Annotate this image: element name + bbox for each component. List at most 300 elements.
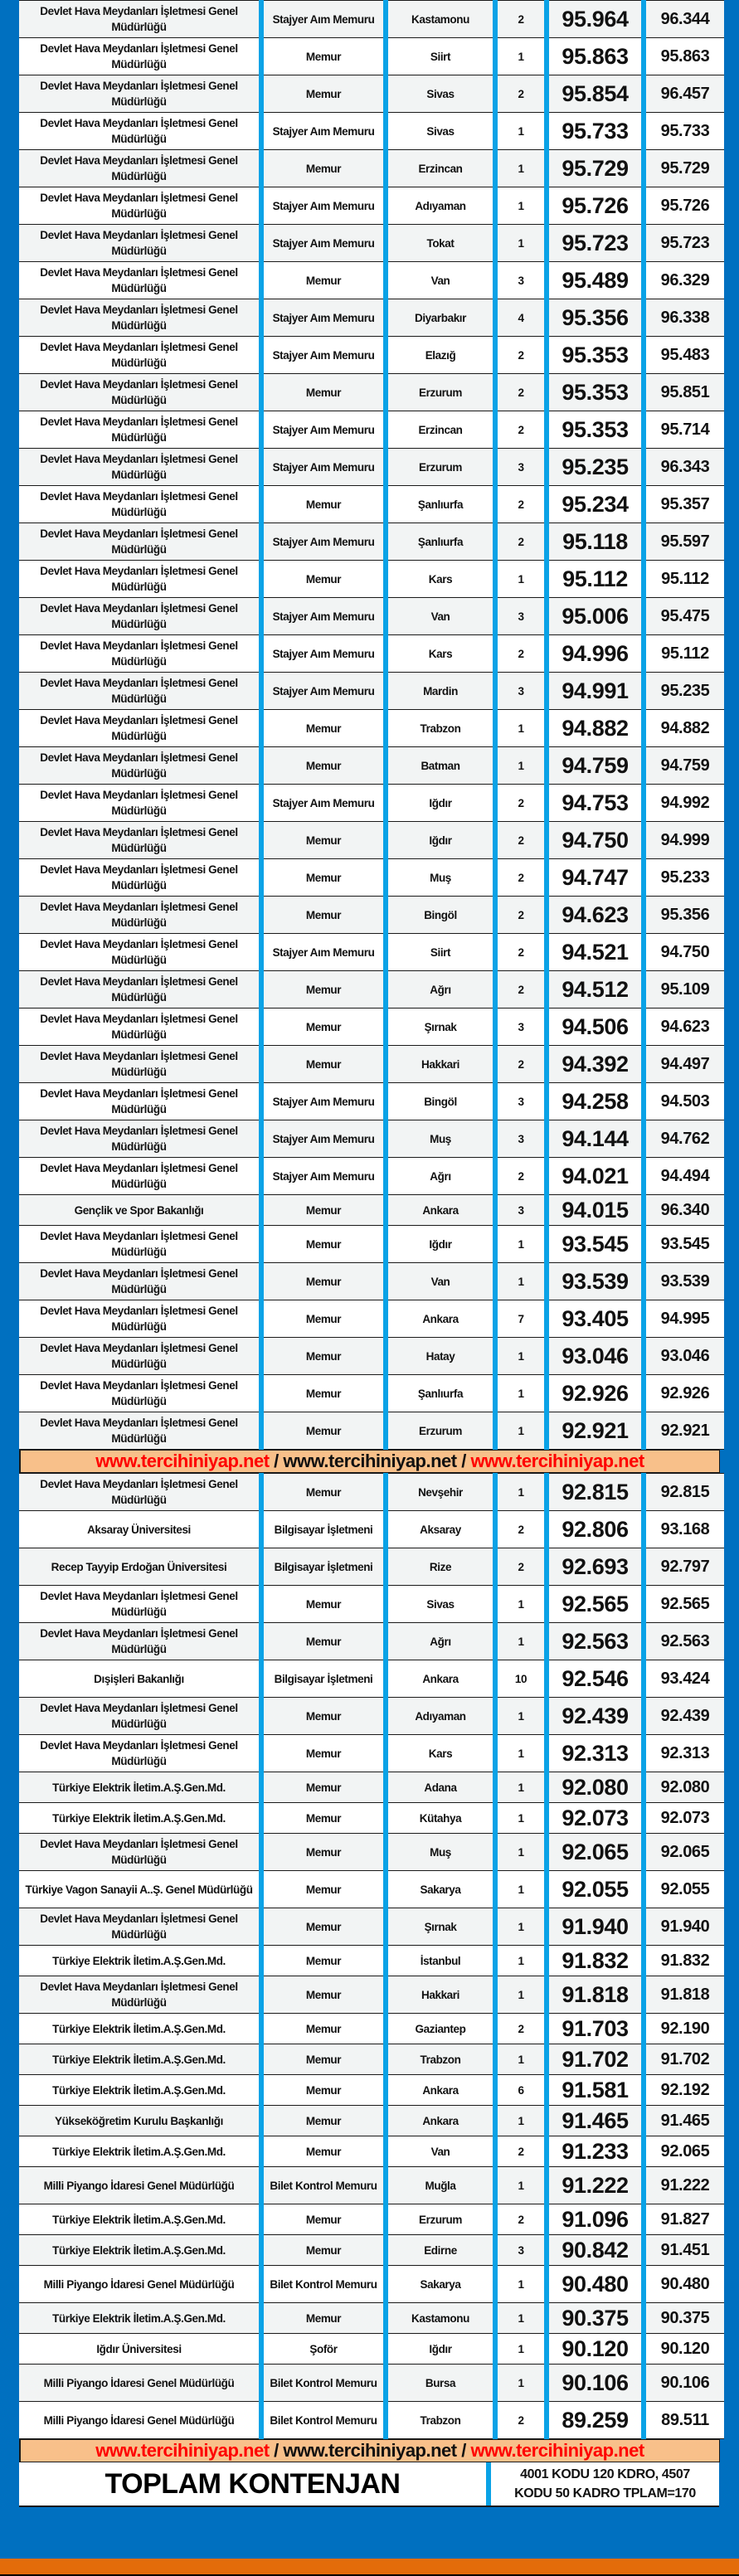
- max-score-cell: 90.480: [644, 2266, 724, 2303]
- min-score-cell: 93.545: [547, 1226, 644, 1263]
- table-row: [19, 1474, 724, 1511]
- quota-cell: 2: [495, 75, 547, 113]
- table-row: [19, 785, 724, 822]
- min-score-cell: 95.118: [547, 523, 644, 561]
- min-score-cell: 92.065: [547, 1834, 644, 1871]
- city-cell: Trabzon: [386, 2402, 495, 2439]
- city-cell: Şırnak: [386, 1009, 495, 1046]
- table-row: [19, 2204, 724, 2235]
- quota-cell: 2: [495, 337, 547, 374]
- min-score-cell: 90.842: [547, 2235, 644, 2266]
- institution-cell: Türkiye Elektrik İletim.A.Ş.Gen.Md.: [19, 1946, 261, 1976]
- min-score-cell: 95.854: [547, 75, 644, 113]
- city-cell: Şanlıurfa: [386, 1375, 495, 1412]
- table-row: [19, 1009, 724, 1046]
- city-cell: Van: [386, 2136, 495, 2167]
- max-score-cell: 95.235: [644, 673, 724, 710]
- quota-cell: 1: [495, 1412, 547, 1450]
- position-title-cell: Memur: [261, 1976, 386, 2014]
- institution-cell: Devlet Hava Meydanları İşletmesi Genel Müdürlüğü: [19, 1908, 261, 1946]
- institution-cell: Devlet Hava Meydanları İşletmesi Genel Müdürlüğü: [19, 187, 261, 225]
- table-row: [19, 1120, 724, 1158]
- position-title-cell: Memur: [261, 1263, 386, 1300]
- position-title-cell: Memur: [261, 1226, 386, 1263]
- max-score-cell: 96.457: [644, 75, 724, 113]
- watermark-separator: /: [456, 1451, 471, 1471]
- max-score-cell: 95.597: [644, 523, 724, 561]
- institution-cell: Devlet Hava Meydanları İşletmesi Genel Müdürlüğü: [19, 1976, 261, 2014]
- min-score-cell: 93.046: [547, 1338, 644, 1375]
- city-cell: Ankara: [386, 1660, 495, 1698]
- institution-cell: Devlet Hava Meydanları İşletmesi Genel Müdürlüğü: [19, 1412, 261, 1450]
- institution-cell: Devlet Hava Meydanları İşletmesi Genel Müdürlüğü: [19, 262, 261, 299]
- institution-cell: Devlet Hava Meydanları İşletmesi Genel Müdürlüğü: [19, 38, 261, 75]
- city-cell: Ankara: [386, 1195, 495, 1226]
- min-score-cell: 92.313: [547, 1735, 644, 1772]
- table-row: [19, 2136, 724, 2167]
- quota-cell: 2: [495, 523, 547, 561]
- max-score-cell: 93.539: [644, 1263, 724, 1300]
- max-score-cell: 95.233: [644, 859, 724, 897]
- table-row: [19, 1623, 724, 1660]
- quota-cell: 2: [495, 1511, 547, 1548]
- total-quota-note: [491, 2462, 719, 2506]
- quota-cell: 7: [495, 1300, 547, 1338]
- position-title-cell: Stajyer Aım Memuru: [261, 113, 386, 150]
- city-cell: Bursa: [386, 2365, 495, 2402]
- position-title-cell: Bilet Kontrol Memuru: [261, 2266, 386, 2303]
- max-score-cell: 91.832: [644, 1946, 724, 1976]
- quota-cell: 2: [495, 897, 547, 934]
- institution-cell: Devlet Hava Meydanları İşletmesi Genel Müdürlüğü: [19, 1623, 261, 1660]
- quota-cell: 4: [495, 299, 547, 337]
- table-row: [19, 1735, 724, 1772]
- table-row: [19, 2266, 724, 2303]
- position-title-cell: Memur: [261, 822, 386, 859]
- position-title-cell: Stajyer Aım Memuru: [261, 635, 386, 673]
- max-score-cell: 92.815: [644, 1474, 724, 1511]
- table-row: [19, 1, 724, 38]
- position-title-cell: Memur: [261, 1412, 386, 1450]
- city-cell: Mardin: [386, 673, 495, 710]
- position-title-cell: Memur: [261, 1623, 386, 1660]
- min-score-cell: 92.439: [547, 1698, 644, 1735]
- table-row: [19, 710, 724, 747]
- quota-cell: 2: [495, 486, 547, 523]
- max-score-cell: 94.750: [644, 934, 724, 971]
- table-row: [19, 1083, 724, 1120]
- quota-cell: 1: [495, 225, 547, 262]
- quota-cell: 1: [495, 2044, 547, 2075]
- table-row: [19, 1511, 724, 1548]
- position-title-cell: Memur: [261, 1046, 386, 1083]
- max-score-cell: 92.313: [644, 1735, 724, 1772]
- table-row: [19, 1871, 724, 1908]
- table-row: [19, 337, 724, 374]
- institution-cell: Türkiye Elektrik İletim.A.Ş.Gen.Md.: [19, 2303, 261, 2334]
- total-quota-label: TOPLAM KONTENJAN: [19, 2462, 491, 2506]
- position-title-cell: Stajyer Aım Memuru: [261, 411, 386, 449]
- quota-cell: 1: [495, 1375, 547, 1412]
- city-cell: Nevşehir: [386, 1474, 495, 1511]
- min-score-cell: 91.832: [547, 1946, 644, 1976]
- city-cell: Kars: [386, 635, 495, 673]
- table-row: [19, 598, 724, 635]
- min-score-cell: 91.222: [547, 2167, 644, 2204]
- table-row: [19, 1375, 724, 1412]
- quota-cell: 1: [495, 1263, 547, 1300]
- min-score-cell: 94.750: [547, 822, 644, 859]
- max-score-cell: 95.863: [644, 38, 724, 75]
- city-cell: Iğdır: [386, 2334, 495, 2365]
- table-row: [19, 1586, 724, 1623]
- min-score-cell: 91.703: [547, 2014, 644, 2044]
- institution-cell: Yükseköğretim Kurulu Başkanlığı: [19, 2106, 261, 2136]
- max-score-cell: 90.106: [644, 2365, 724, 2402]
- position-title-cell: Bilet Kontrol Memuru: [261, 2365, 386, 2402]
- institution-cell: Devlet Hava Meydanları İşletmesi Genel Müdürlüğü: [19, 113, 261, 150]
- quota-cell: 2: [495, 374, 547, 411]
- min-score-cell: 94.258: [547, 1083, 644, 1120]
- min-score-cell: 95.964: [547, 1, 644, 38]
- position-title-cell: Memur: [261, 897, 386, 934]
- min-score-cell: 95.726: [547, 187, 644, 225]
- institution-cell: Devlet Hava Meydanları İşletmesi Genel Müdürlüğü: [19, 1474, 261, 1511]
- city-cell: Aksaray: [386, 1511, 495, 1548]
- watermark-separator: /: [456, 2440, 471, 2461]
- table-row: [19, 2235, 724, 2266]
- institution-cell: Devlet Hava Meydanları İşletmesi Genel Müdürlüğü: [19, 747, 261, 785]
- max-score-cell: 93.168: [644, 1511, 724, 1548]
- quota-cell: 1: [495, 2303, 547, 2334]
- bottom-accent-bar: [0, 2559, 739, 2576]
- city-cell: Hakkari: [386, 1046, 495, 1083]
- position-title-cell: Stajyer Aım Memuru: [261, 1158, 386, 1195]
- position-title-cell: Memur: [261, 1735, 386, 1772]
- table-row: [19, 1300, 724, 1338]
- table-row: [19, 1772, 724, 1803]
- max-score-cell: 94.503: [644, 1083, 724, 1120]
- max-score-cell: 95.723: [644, 225, 724, 262]
- min-score-cell: 94.759: [547, 747, 644, 785]
- min-score-cell: 95.234: [547, 486, 644, 523]
- institution-cell: Devlet Hava Meydanları İşletmesi Genel Müdürlüğü: [19, 1263, 261, 1300]
- table-row: [19, 299, 724, 337]
- quota-cell: 1: [495, 38, 547, 75]
- quota-cell: 1: [495, 2266, 547, 2303]
- position-title-cell: Memur: [261, 2235, 386, 2266]
- position-title-cell: Bilet Kontrol Memuru: [261, 2167, 386, 2204]
- min-score-cell: 92.073: [547, 1803, 644, 1834]
- table-row: [19, 1946, 724, 1976]
- institution-cell: Devlet Hava Meydanları İşletmesi Genel Müdürlüğü: [19, 225, 261, 262]
- watermark-link[interactable]: www.tercihiniyap.net: [470, 1451, 644, 1471]
- position-title-cell: Memur: [261, 38, 386, 75]
- min-score-cell: 92.693: [547, 1548, 644, 1586]
- max-score-cell: 96.344: [644, 1, 724, 38]
- quota-cell: 1: [495, 1871, 547, 1908]
- table-row: [19, 523, 724, 561]
- institution-cell: Devlet Hava Meydanları İşletmesi Genel Müdürlüğü: [19, 785, 261, 822]
- position-title-cell: Memur: [261, 2204, 386, 2235]
- institution-cell: Devlet Hava Meydanları İşletmesi Genel Müdürlüğü: [19, 1834, 261, 1871]
- table-row: [19, 673, 724, 710]
- max-score-cell: 95.109: [644, 971, 724, 1009]
- institution-cell: Devlet Hava Meydanları İşletmesi Genel Müdürlüğü: [19, 635, 261, 673]
- quota-cell: 1: [495, 1908, 547, 1946]
- max-score-cell: 92.073: [644, 1803, 724, 1834]
- institution-cell: Devlet Hava Meydanları İşletmesi Genel Müdürlüğü: [19, 1735, 261, 1772]
- position-title-cell: Memur: [261, 747, 386, 785]
- quota-cell: 3: [495, 598, 547, 635]
- city-cell: Sakarya: [386, 1871, 495, 1908]
- institution-cell: Milli Piyango İdaresi Genel Müdürlüğü: [19, 2365, 261, 2402]
- quota-cell: 2: [495, 635, 547, 673]
- max-score-cell: 94.999: [644, 822, 724, 859]
- institution-cell: Türkiye Elektrik İletim.A.Ş.Gen.Md.: [19, 2235, 261, 2266]
- min-score-cell: 95.863: [547, 38, 644, 75]
- max-score-cell: 92.921: [644, 1412, 724, 1450]
- institution-cell: Milli Piyango İdaresi Genel Müdürlüğü: [19, 2167, 261, 2204]
- max-score-cell: 89.511: [644, 2402, 724, 2439]
- min-score-cell: 92.546: [547, 1660, 644, 1698]
- city-cell: Van: [386, 262, 495, 299]
- institution-cell: Devlet Hava Meydanları İşletmesi Genel Müdürlüğü: [19, 337, 261, 374]
- city-cell: Erzurum: [386, 374, 495, 411]
- max-score-cell: 95.112: [644, 561, 724, 598]
- institution-cell: Dışişleri Bakanlığı: [19, 1660, 261, 1698]
- institution-cell: Gençlik ve Spor Bakanlığı: [19, 1195, 261, 1226]
- city-cell: İstanbul: [386, 1946, 495, 1976]
- quota-cell: 2: [495, 2402, 547, 2439]
- quota-cell: 1: [495, 710, 547, 747]
- institution-cell: Devlet Hava Meydanları İşletmesi Genel Müdürlüğü: [19, 673, 261, 710]
- table-row: [19, 897, 724, 934]
- institution-cell: Devlet Hava Meydanları İşletmesi Genel Müdürlüğü: [19, 1338, 261, 1375]
- max-score-cell: 92.055: [644, 1871, 724, 1908]
- table-row: [19, 2402, 724, 2439]
- quota-cell: 2: [495, 2204, 547, 2235]
- quota-cell: 2: [495, 971, 547, 1009]
- min-score-cell: 94.144: [547, 1120, 644, 1158]
- watermark-banner-1: [19, 1450, 720, 1473]
- position-title-cell: Memur: [261, 1698, 386, 1735]
- min-score-cell: 95.489: [547, 262, 644, 299]
- max-score-cell: 90.120: [644, 2334, 724, 2365]
- institution-cell: Türkiye Elektrik İletim.A.Ş.Gen.Md.: [19, 2044, 261, 2075]
- institution-cell: Devlet Hava Meydanları İşletmesi Genel Müdürlüğü: [19, 1046, 261, 1083]
- table-row: [19, 2365, 724, 2402]
- institution-cell: Devlet Hava Meydanları İşletmesi Genel Müdürlüğü: [19, 75, 261, 113]
- watermark-link[interactable]: www.tercihiniyap.net: [283, 1451, 457, 1471]
- quota-cell: 1: [495, 1946, 547, 1976]
- min-score-cell: 95.235: [547, 449, 644, 486]
- quota-cell: 1: [495, 150, 547, 187]
- quota-cell: 3: [495, 1083, 547, 1120]
- table-row: [19, 1548, 724, 1586]
- position-title-cell: Memur: [261, 262, 386, 299]
- city-cell: Adana: [386, 1772, 495, 1803]
- institution-cell: Devlet Hava Meydanları İşletmesi Genel Müdürlüğü: [19, 971, 261, 1009]
- table-row: [19, 635, 724, 673]
- institution-cell: Iğdır Üniversitesi: [19, 2334, 261, 2365]
- max-score-cell: 94.995: [644, 1300, 724, 1338]
- position-title-cell: Bilgisayar İşletmeni: [261, 1660, 386, 1698]
- city-cell: Muğla: [386, 2167, 495, 2204]
- institution-cell: Devlet Hava Meydanları İşletmesi Genel Müdürlüğü: [19, 1083, 261, 1120]
- max-score-cell: 96.338: [644, 299, 724, 337]
- watermark-banner-2: [19, 2439, 720, 2462]
- institution-cell: Devlet Hava Meydanları İşletmesi Genel Müdürlüğü: [19, 934, 261, 971]
- watermark-link[interactable]: www.tercihiniyap.net: [470, 2440, 644, 2461]
- city-cell: Van: [386, 1263, 495, 1300]
- min-score-cell: 92.565: [547, 1586, 644, 1623]
- min-score-cell: 94.882: [547, 710, 644, 747]
- city-cell: Erzurum: [386, 1412, 495, 1450]
- position-title-cell: Memur: [261, 2303, 386, 2334]
- max-score-cell: 92.926: [644, 1375, 724, 1412]
- max-score-cell: 91.465: [644, 2106, 724, 2136]
- position-title-cell: Memur: [261, 2136, 386, 2167]
- institution-cell: Türkiye Elektrik İletim.A.Ş.Gen.Md.: [19, 2014, 261, 2044]
- min-score-cell: 94.521: [547, 934, 644, 971]
- table-row: [19, 747, 724, 785]
- position-title-cell: Stajyer Aım Memuru: [261, 1120, 386, 1158]
- table-row: [19, 1158, 724, 1195]
- watermark-separator: /: [269, 2440, 284, 2461]
- city-cell: Van: [386, 598, 495, 635]
- max-score-cell: 96.340: [644, 1195, 724, 1226]
- quota-cell: 2: [495, 2014, 547, 2044]
- city-cell: Edirne: [386, 2235, 495, 2266]
- watermark-link[interactable]: www.tercihiniyap.net: [95, 2440, 270, 2461]
- city-cell: Ankara: [386, 2106, 495, 2136]
- position-title-cell: Memur: [261, 2044, 386, 2075]
- table-row: [19, 225, 724, 262]
- table-row: [19, 1698, 724, 1735]
- city-cell: Şanlıurfa: [386, 523, 495, 561]
- table-row: [19, 2075, 724, 2106]
- max-score-cell: 95.729: [644, 150, 724, 187]
- quota-cell: 3: [495, 2235, 547, 2266]
- quota-cell: 1: [495, 1474, 547, 1511]
- position-title-cell: Stajyer Aım Memuru: [261, 1083, 386, 1120]
- institution-cell: Devlet Hava Meydanları İşletmesi Genel Müdürlüğü: [19, 1698, 261, 1735]
- min-score-cell: 92.815: [547, 1474, 644, 1511]
- max-score-cell: 95.356: [644, 897, 724, 934]
- city-cell: Ağrı: [386, 971, 495, 1009]
- min-score-cell: 95.729: [547, 150, 644, 187]
- max-score-cell: 90.375: [644, 2303, 724, 2334]
- quota-cell: 1: [495, 1586, 547, 1623]
- city-cell: Bingöl: [386, 1083, 495, 1120]
- max-score-cell: 92.080: [644, 1772, 724, 1803]
- table-row: [19, 971, 724, 1009]
- city-cell: Kastamonu: [386, 1, 495, 38]
- position-title-cell: Stajyer Aım Memuru: [261, 337, 386, 374]
- quota-cell: 2: [495, 859, 547, 897]
- max-score-cell: 94.882: [644, 710, 724, 747]
- watermark-link[interactable]: www.tercihiniyap.net: [283, 2440, 457, 2461]
- institution-cell: Devlet Hava Meydanları İşletmesi Genel Müdürlüğü: [19, 150, 261, 187]
- table-row: [19, 2106, 724, 2136]
- watermark-link[interactable]: www.tercihiniyap.net: [95, 1451, 270, 1471]
- min-score-cell: 92.921: [547, 1412, 644, 1450]
- table-row: [19, 2167, 724, 2204]
- max-score-cell: 95.112: [644, 635, 724, 673]
- max-score-cell: 94.992: [644, 785, 724, 822]
- position-title-cell: Memur: [261, 1375, 386, 1412]
- position-title-cell: Memur: [261, 1338, 386, 1375]
- institution-cell: Devlet Hava Meydanları İşletmesi Genel Müdürlüğü: [19, 1120, 261, 1158]
- max-score-cell: 96.329: [644, 262, 724, 299]
- min-score-cell: 91.818: [547, 1976, 644, 2014]
- position-title-cell: Memur: [261, 1586, 386, 1623]
- max-score-cell: 92.797: [644, 1548, 724, 1586]
- position-title-cell: Memur: [261, 1474, 386, 1511]
- position-title-cell: Stajyer Aım Memuru: [261, 673, 386, 710]
- quota-cell: 3: [495, 1009, 547, 1046]
- position-title-cell: Memur: [261, 1803, 386, 1834]
- total-quota-note-line-1: 4001 KODU 120 KDRO, 4507: [520, 2467, 690, 2481]
- quota-cell: 3: [495, 673, 547, 710]
- min-score-cell: 91.465: [547, 2106, 644, 2136]
- quota-cell: 1: [495, 1834, 547, 1871]
- table-row: [19, 262, 724, 299]
- min-score-cell: 93.539: [547, 1263, 644, 1300]
- institution-cell: Devlet Hava Meydanları İşletmesi Genel Müdürlüğü: [19, 710, 261, 747]
- watermark-separator: /: [269, 1451, 284, 1471]
- city-cell: Adıyaman: [386, 1698, 495, 1735]
- table-row: [19, 1660, 724, 1698]
- quota-cell: 1: [495, 1803, 547, 1834]
- max-score-cell: 91.222: [644, 2167, 724, 2204]
- city-cell: Ağrı: [386, 1623, 495, 1660]
- table-row: [19, 486, 724, 523]
- min-score-cell: 90.106: [547, 2365, 644, 2402]
- table-row: [19, 75, 724, 113]
- table-row: [19, 38, 724, 75]
- position-title-cell: Memur: [261, 374, 386, 411]
- city-cell: Iğdır: [386, 822, 495, 859]
- position-title-cell: Memur: [261, 2075, 386, 2106]
- quota-cell: 2: [495, 1548, 547, 1586]
- table-row: [19, 1195, 724, 1226]
- position-title-cell: Memur: [261, 150, 386, 187]
- min-score-cell: 95.733: [547, 113, 644, 150]
- city-cell: Elazığ: [386, 337, 495, 374]
- min-score-cell: 92.055: [547, 1871, 644, 1908]
- city-cell: Trabzon: [386, 2044, 495, 2075]
- table-row: [19, 150, 724, 187]
- institution-cell: Devlet Hava Meydanları İşletmesi Genel Müdürlüğü: [19, 561, 261, 598]
- total-quota-note-line-2: KODU 50 KADRO TPLAM=170: [514, 2486, 696, 2501]
- position-title-cell: Bilgisayar İşletmeni: [261, 1548, 386, 1586]
- quota-cell: 1: [495, 1623, 547, 1660]
- max-score-cell: 94.623: [644, 1009, 724, 1046]
- min-score-cell: 95.356: [547, 299, 644, 337]
- position-title-cell: Stajyer Aım Memuru: [261, 449, 386, 486]
- max-score-cell: 93.545: [644, 1226, 724, 1263]
- min-score-cell: 91.581: [547, 2075, 644, 2106]
- quota-cell: 1: [495, 113, 547, 150]
- city-cell: Kütahya: [386, 1803, 495, 1834]
- position-title-cell: Memur: [261, 971, 386, 1009]
- city-cell: Gaziantep: [386, 2014, 495, 2044]
- max-score-cell: 94.497: [644, 1046, 724, 1083]
- table-row: [19, 1803, 724, 1834]
- city-cell: Ankara: [386, 1300, 495, 1338]
